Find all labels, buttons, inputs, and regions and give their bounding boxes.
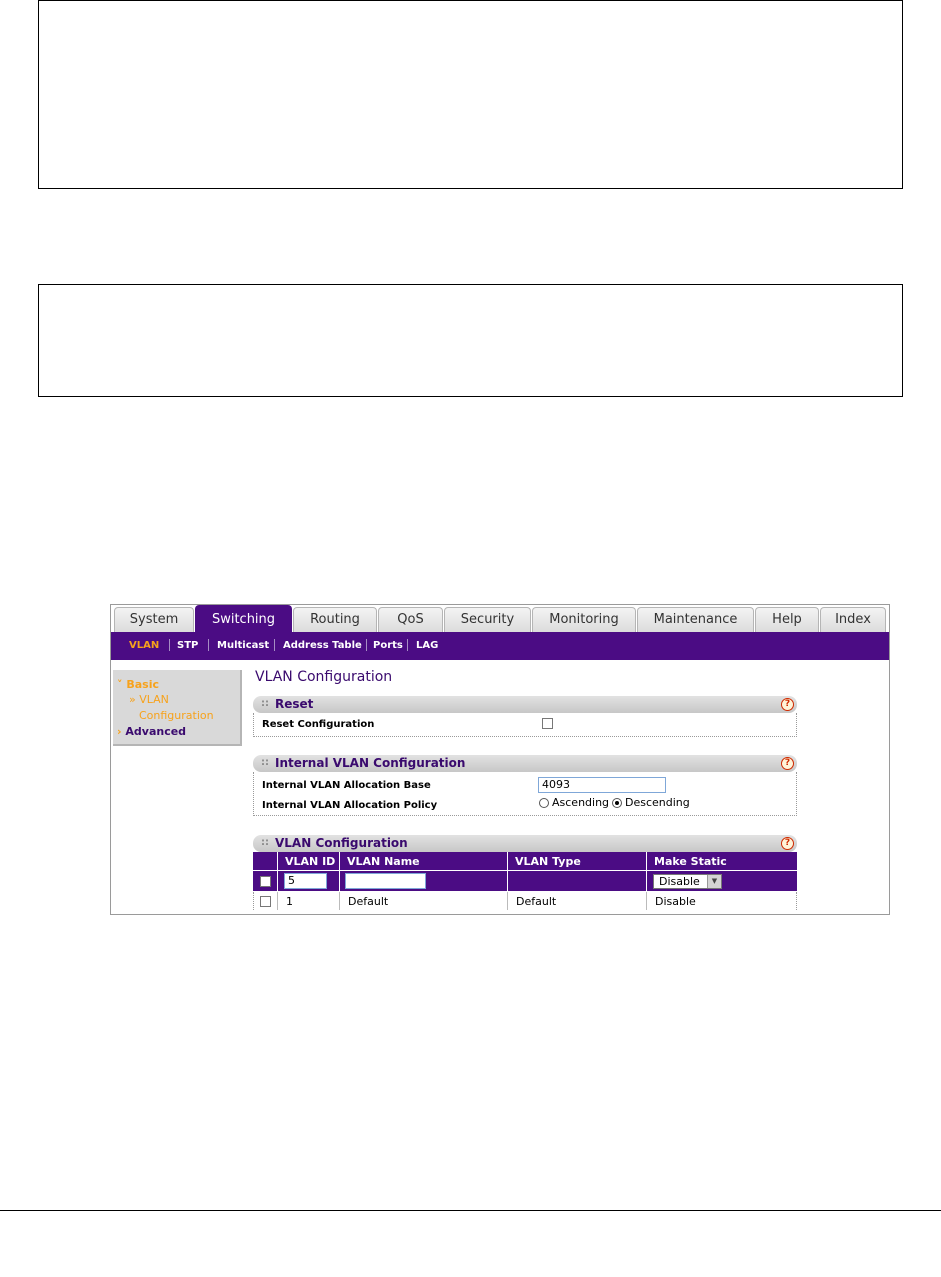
internal-vlan-section-header — [253, 755, 797, 772]
column-divider — [339, 892, 340, 910]
column-divider — [277, 871, 278, 891]
reset-configuration-label: Reset Configuration — [262, 719, 375, 730]
subnav-lag[interactable]: LAG — [416, 640, 439, 651]
page-title: VLAN Configuration — [255, 669, 393, 685]
edit-row-checkbox[interactable] — [260, 876, 271, 887]
footer-rule — [0, 1210, 941, 1211]
tab-routing[interactable]: Routing — [293, 607, 377, 632]
header-vlan-type: VLAN Type — [515, 855, 581, 868]
subnav-separator — [407, 639, 408, 651]
reset-section — [253, 696, 797, 737]
ui-screenshot — [110, 604, 890, 915]
internal-vlan-section-body — [253, 772, 797, 816]
nav-basic[interactable]: ˅ Basic — [117, 678, 159, 691]
vlan-id-input[interactable]: 5 — [284, 873, 327, 889]
subnav-separator — [366, 639, 367, 651]
row-checkbox[interactable] — [260, 896, 271, 907]
subnav-multicast[interactable]: Multicast — [217, 640, 270, 651]
reset-configuration-checkbox[interactable] — [542, 718, 553, 729]
reset-section-header — [253, 696, 797, 713]
tab-qos[interactable]: QoS — [378, 607, 443, 632]
descending-label: Descending — [625, 796, 690, 809]
vlan-configuration-section — [253, 835, 797, 915]
column-divider — [646, 852, 647, 870]
subnav-separator — [208, 639, 209, 651]
vlan-name-input[interactable] — [345, 873, 426, 889]
reset-section-body — [253, 713, 797, 737]
column-divider — [277, 852, 278, 870]
tab-index[interactable]: Index — [820, 607, 886, 632]
column-divider — [507, 852, 508, 870]
tab-monitoring[interactable]: Monitoring — [532, 607, 636, 632]
grip-icon: :: — [261, 837, 269, 848]
make-static-select[interactable] — [653, 874, 722, 889]
subnav-separator — [274, 639, 275, 651]
nav-basic-label: Basic — [126, 678, 159, 691]
column-divider — [339, 852, 340, 870]
subnav-address-table[interactable]: Address Table — [283, 640, 362, 651]
vlan-configuration-section-header — [253, 835, 797, 852]
nav-vlan-configuration-line2[interactable]: Configuration — [139, 709, 214, 722]
column-divider — [507, 871, 508, 891]
cell-make-static: Disable — [655, 895, 696, 908]
descending-radio[interactable] — [612, 798, 622, 808]
internal-vlan-section — [253, 755, 797, 816]
internal-vlan-section-title: Internal VLAN Configuration — [275, 756, 466, 770]
grip-icon: :: — [261, 757, 269, 768]
column-divider — [507, 892, 508, 910]
allocation-base-input[interactable]: 4093 — [538, 777, 666, 793]
vlan-table-edit-row — [253, 871, 797, 891]
tab-security[interactable]: Security — [444, 607, 531, 632]
help-icon[interactable]: ? — [781, 757, 794, 770]
column-divider — [339, 871, 340, 891]
cell-vlan-name: Default — [348, 895, 389, 908]
column-divider — [277, 892, 278, 910]
tab-system[interactable]: System — [114, 607, 194, 632]
header-vlan-name: VLAN Name — [347, 855, 420, 868]
subnav-separator — [169, 639, 170, 651]
header-vlan-id: VLAN ID — [285, 855, 336, 868]
column-divider — [646, 892, 647, 910]
allocation-base-label: Internal VLAN Allocation Base — [262, 780, 431, 791]
nav-vlan-configuration[interactable]: » VLAN — [129, 693, 169, 706]
make-static-select-value: Disable — [659, 875, 700, 888]
left-navigation — [113, 670, 242, 746]
subnav-ports[interactable]: Ports — [373, 640, 403, 651]
ascending-label: Ascending — [552, 796, 610, 809]
column-divider — [646, 871, 647, 891]
subnav-vlan[interactable]: VLAN — [129, 640, 160, 651]
allocation-policy-label: Internal VLAN Allocation Policy — [262, 800, 438, 811]
help-icon[interactable]: ? — [781, 837, 794, 850]
vlan-table-header-row — [253, 852, 797, 870]
tab-maintenance[interactable]: Maintenance — [637, 607, 754, 632]
cell-vlan-id: 1 — [286, 895, 293, 908]
vlan-configuration-section-title: VLAN Configuration — [275, 836, 408, 850]
sub-navigation — [111, 632, 889, 660]
subnav-stp[interactable]: STP — [177, 640, 199, 651]
main-tabs — [111, 605, 889, 632]
document-box-middle — [38, 284, 903, 397]
ascending-radio[interactable] — [539, 798, 549, 808]
reset-section-title: Reset — [275, 697, 314, 711]
table-row — [253, 892, 797, 910]
header-make-static: Make Static — [654, 855, 727, 868]
document-box-top — [38, 0, 903, 189]
grip-icon: :: — [261, 698, 269, 709]
nav-advanced-label: Advanced — [125, 725, 187, 738]
chevron-down-icon: ▼ — [707, 875, 721, 888]
tab-switching[interactable]: Switching — [195, 605, 292, 632]
tab-help[interactable]: Help — [755, 607, 819, 632]
cell-vlan-type: Default — [516, 895, 557, 908]
help-icon[interactable]: ? — [781, 698, 794, 711]
nav-advanced[interactable]: › Advanced — [117, 725, 187, 738]
